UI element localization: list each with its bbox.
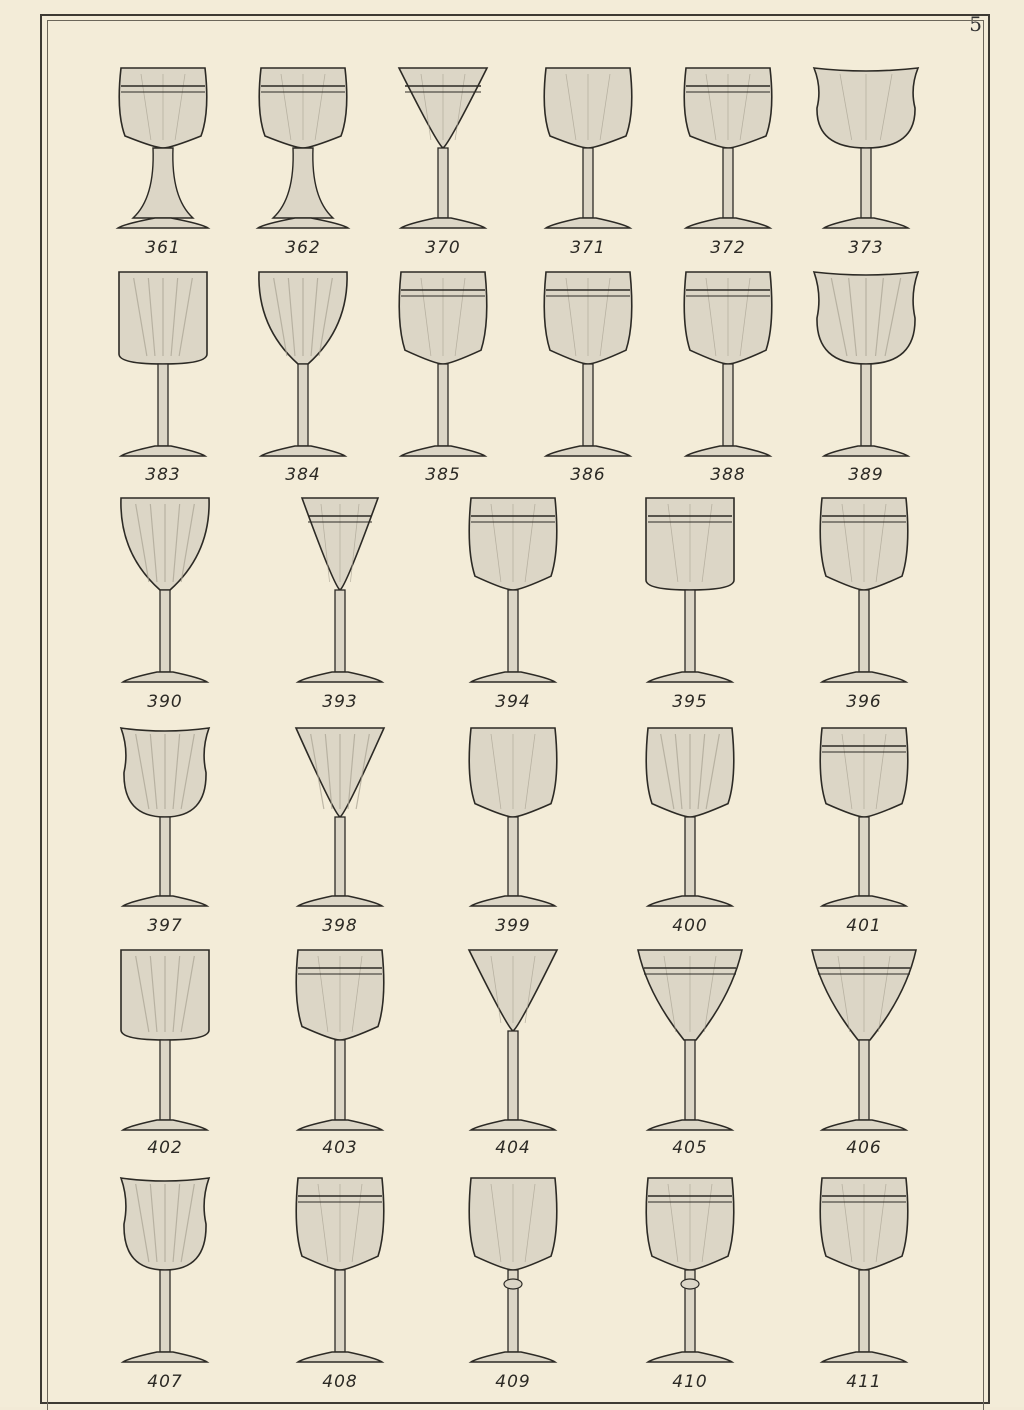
glass-388: [684, 272, 772, 456]
glass-394: [469, 498, 557, 682]
glass-number-label: 401: [846, 916, 882, 936]
glass-405: [638, 950, 742, 1130]
glass-number-label: 394: [495, 692, 531, 712]
glass-number-label: 395: [672, 692, 708, 712]
glass-402: [121, 950, 209, 1130]
glass-397: [121, 728, 209, 906]
glass-number-label: 398: [322, 916, 358, 936]
glass-number-label: 396: [846, 692, 882, 712]
glass-number-label: 406: [846, 1138, 882, 1158]
glass-408: [296, 1178, 384, 1362]
glass-411: [820, 1178, 908, 1362]
glass-number-label: 383: [145, 465, 181, 485]
glass-385: [399, 272, 487, 456]
glass-393: [298, 498, 382, 682]
glass-410: [646, 1178, 734, 1362]
glass-401: [820, 728, 908, 906]
glass-number-label: 404: [495, 1138, 531, 1158]
glass-386: [544, 272, 632, 456]
glass-390: [121, 498, 209, 682]
page-number: 5: [969, 12, 982, 36]
glass-number-label: 385: [425, 465, 461, 485]
glass-number-label: 370: [425, 238, 461, 258]
glass-406: [812, 950, 916, 1130]
glass-383: [119, 272, 207, 456]
glass-371: [544, 68, 632, 228]
glass-362: [258, 68, 348, 228]
glass-number-label: 389: [848, 465, 884, 485]
glass-370: [399, 68, 487, 228]
glass-400: [646, 728, 734, 906]
glass-number-label: 372: [710, 238, 746, 258]
glass-number-label: 361: [145, 238, 181, 258]
glass-409: [469, 1178, 557, 1362]
glass-number-label: 407: [147, 1372, 183, 1392]
glass-number-label: 362: [285, 238, 321, 258]
glass-number-label: 400: [672, 916, 708, 936]
glass-399: [469, 728, 557, 906]
glass-number-label: 410: [672, 1372, 708, 1392]
glass-404: [469, 950, 557, 1130]
glass-403: [296, 950, 384, 1130]
glass-number-label: 409: [495, 1372, 531, 1392]
glass-398: [296, 728, 384, 906]
glass-389: [814, 272, 918, 456]
glass-number-label: 397: [147, 916, 183, 936]
glass-number-label: 405: [672, 1138, 708, 1158]
glass-number-label: 384: [285, 465, 321, 485]
glass-number-label: 373: [848, 238, 884, 258]
glass-361: [118, 68, 208, 228]
glass-395: [646, 498, 734, 682]
glass-number-label: 386: [570, 465, 606, 485]
glass-number-label: 402: [147, 1138, 183, 1158]
glass-number-label: 393: [322, 692, 358, 712]
glass-number-label: 408: [322, 1372, 358, 1392]
glass-number-label: 411: [846, 1372, 882, 1392]
glass-407: [121, 1178, 209, 1362]
glass-number-label: 399: [495, 916, 531, 936]
glass-number-label: 390: [147, 692, 183, 712]
glass-372: [684, 68, 772, 228]
glass-396: [820, 498, 908, 682]
glass-373: [814, 68, 918, 228]
glass-384: [259, 272, 347, 456]
glass-number-label: 388: [710, 465, 746, 485]
glass-number-label: 403: [322, 1138, 358, 1158]
glass-number-label: 371: [570, 238, 606, 258]
